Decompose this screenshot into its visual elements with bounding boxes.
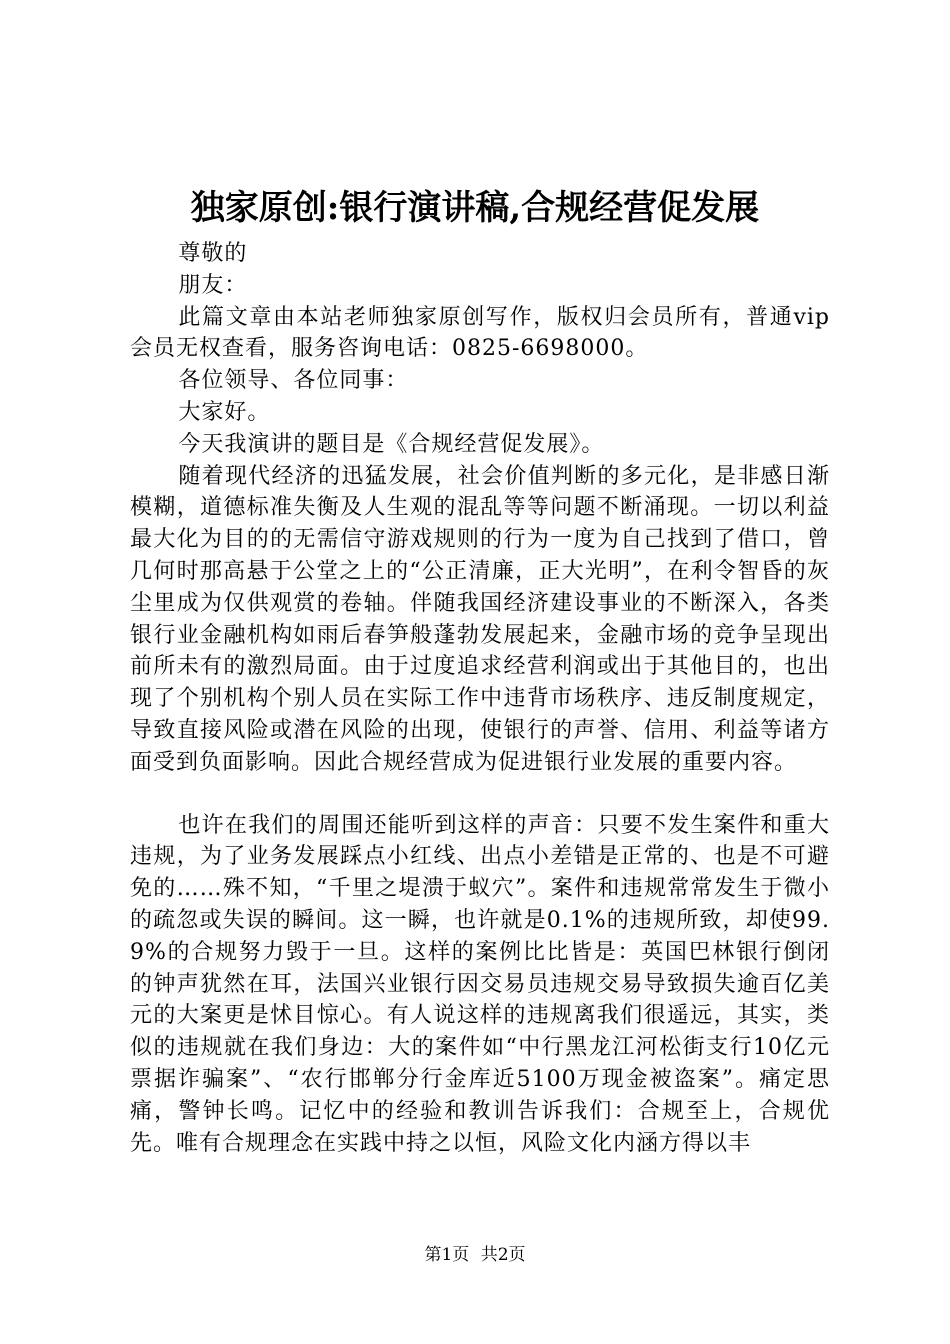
salutation-line-2: 朋友：	[178, 272, 248, 298]
topic-line: 今天我演讲的题目是《合规经营促发展》。	[178, 431, 605, 457]
paragraph: 随着现代经济的迅猛发展，社会价值判断的多元化，是非感日渐模糊，道德标准失衡及人生观的混乱等等问题不断涌现。一切以利益最大化为目的的无需信守游戏规则的行为一度为自己找到了借口，曾几何时那高悬于公堂之上的“公正清廉，正大光明”，在利令智昏的灰尘里成为仅供观赏的卷轴。伴随我国经济建设事业的不断深入，各类银行业金融机构如雨后春笋般蓬勃发展起来，金融市场的竞争呈现出前所未有的激烈局面。由于过度追求经营利润或出于其他目的，也出现了个别机构个别人员在实际工作中违背市场秩序、违反制度规定，导致直接风险或潜在风险的出现，使银行的声誉、信用、利益等诸方面受到负面影响。因此合规经营成为促进银行业发展的重要内容。	[130, 463, 830, 775]
page-footer	[0, 1243, 950, 1267]
page-number: 第1页	[424, 1245, 470, 1265]
document-title: 独家原创:银行演讲稿,合规经营促发展	[190, 188, 760, 228]
salutation-line-1: 尊敬的	[178, 241, 248, 266]
page-total: 共2页	[480, 1245, 526, 1265]
greeting-line: 各位领导、各位同事：	[178, 368, 409, 394]
hello-line: 大家好。	[178, 399, 271, 425]
document-body	[130, 238, 830, 1159]
copyright-notice: 此篇文章由本站老师独家原创写作，版权归会员所有，普通vip会员无权查看，服务咨询电话：0825-6698000。	[130, 304, 830, 362]
paragraph: 也许在我们的周围还能听到这样的声音：只要不发生案件和重大违规，为了业务发展踩点小红线、出点小差错是正常的、也是不可避免的……殊不知，“千里之堤溃于蚁穴”。案件和违规常常发生于微小的疏忽或失误的瞬间。这一瞬，也许就是0.1%的违规所致，却使99.9%的合规努力毁于一旦。这样的案例比比皆是：英国巴林银行倒闭的钟声犹然在耳，法国兴业银行因交易员违规交易导致损失逾百亿美元的大案更是怵目惊心。有人说这样的违规离我们很遥远，其实，类似的违规就在我们身边：大的案件如“中行黑龙江河松街支行10亿元票据诈骗案”、“农行邯郸分行金库近5100万现金被盗案”。痛定思痛，警钟长鸣。记忆中的经验和教训告诉我们：合规至上，合规优先。唯有合规理念在实践中持之以恒，风险文化内涵方得以丰	[130, 812, 830, 1156]
